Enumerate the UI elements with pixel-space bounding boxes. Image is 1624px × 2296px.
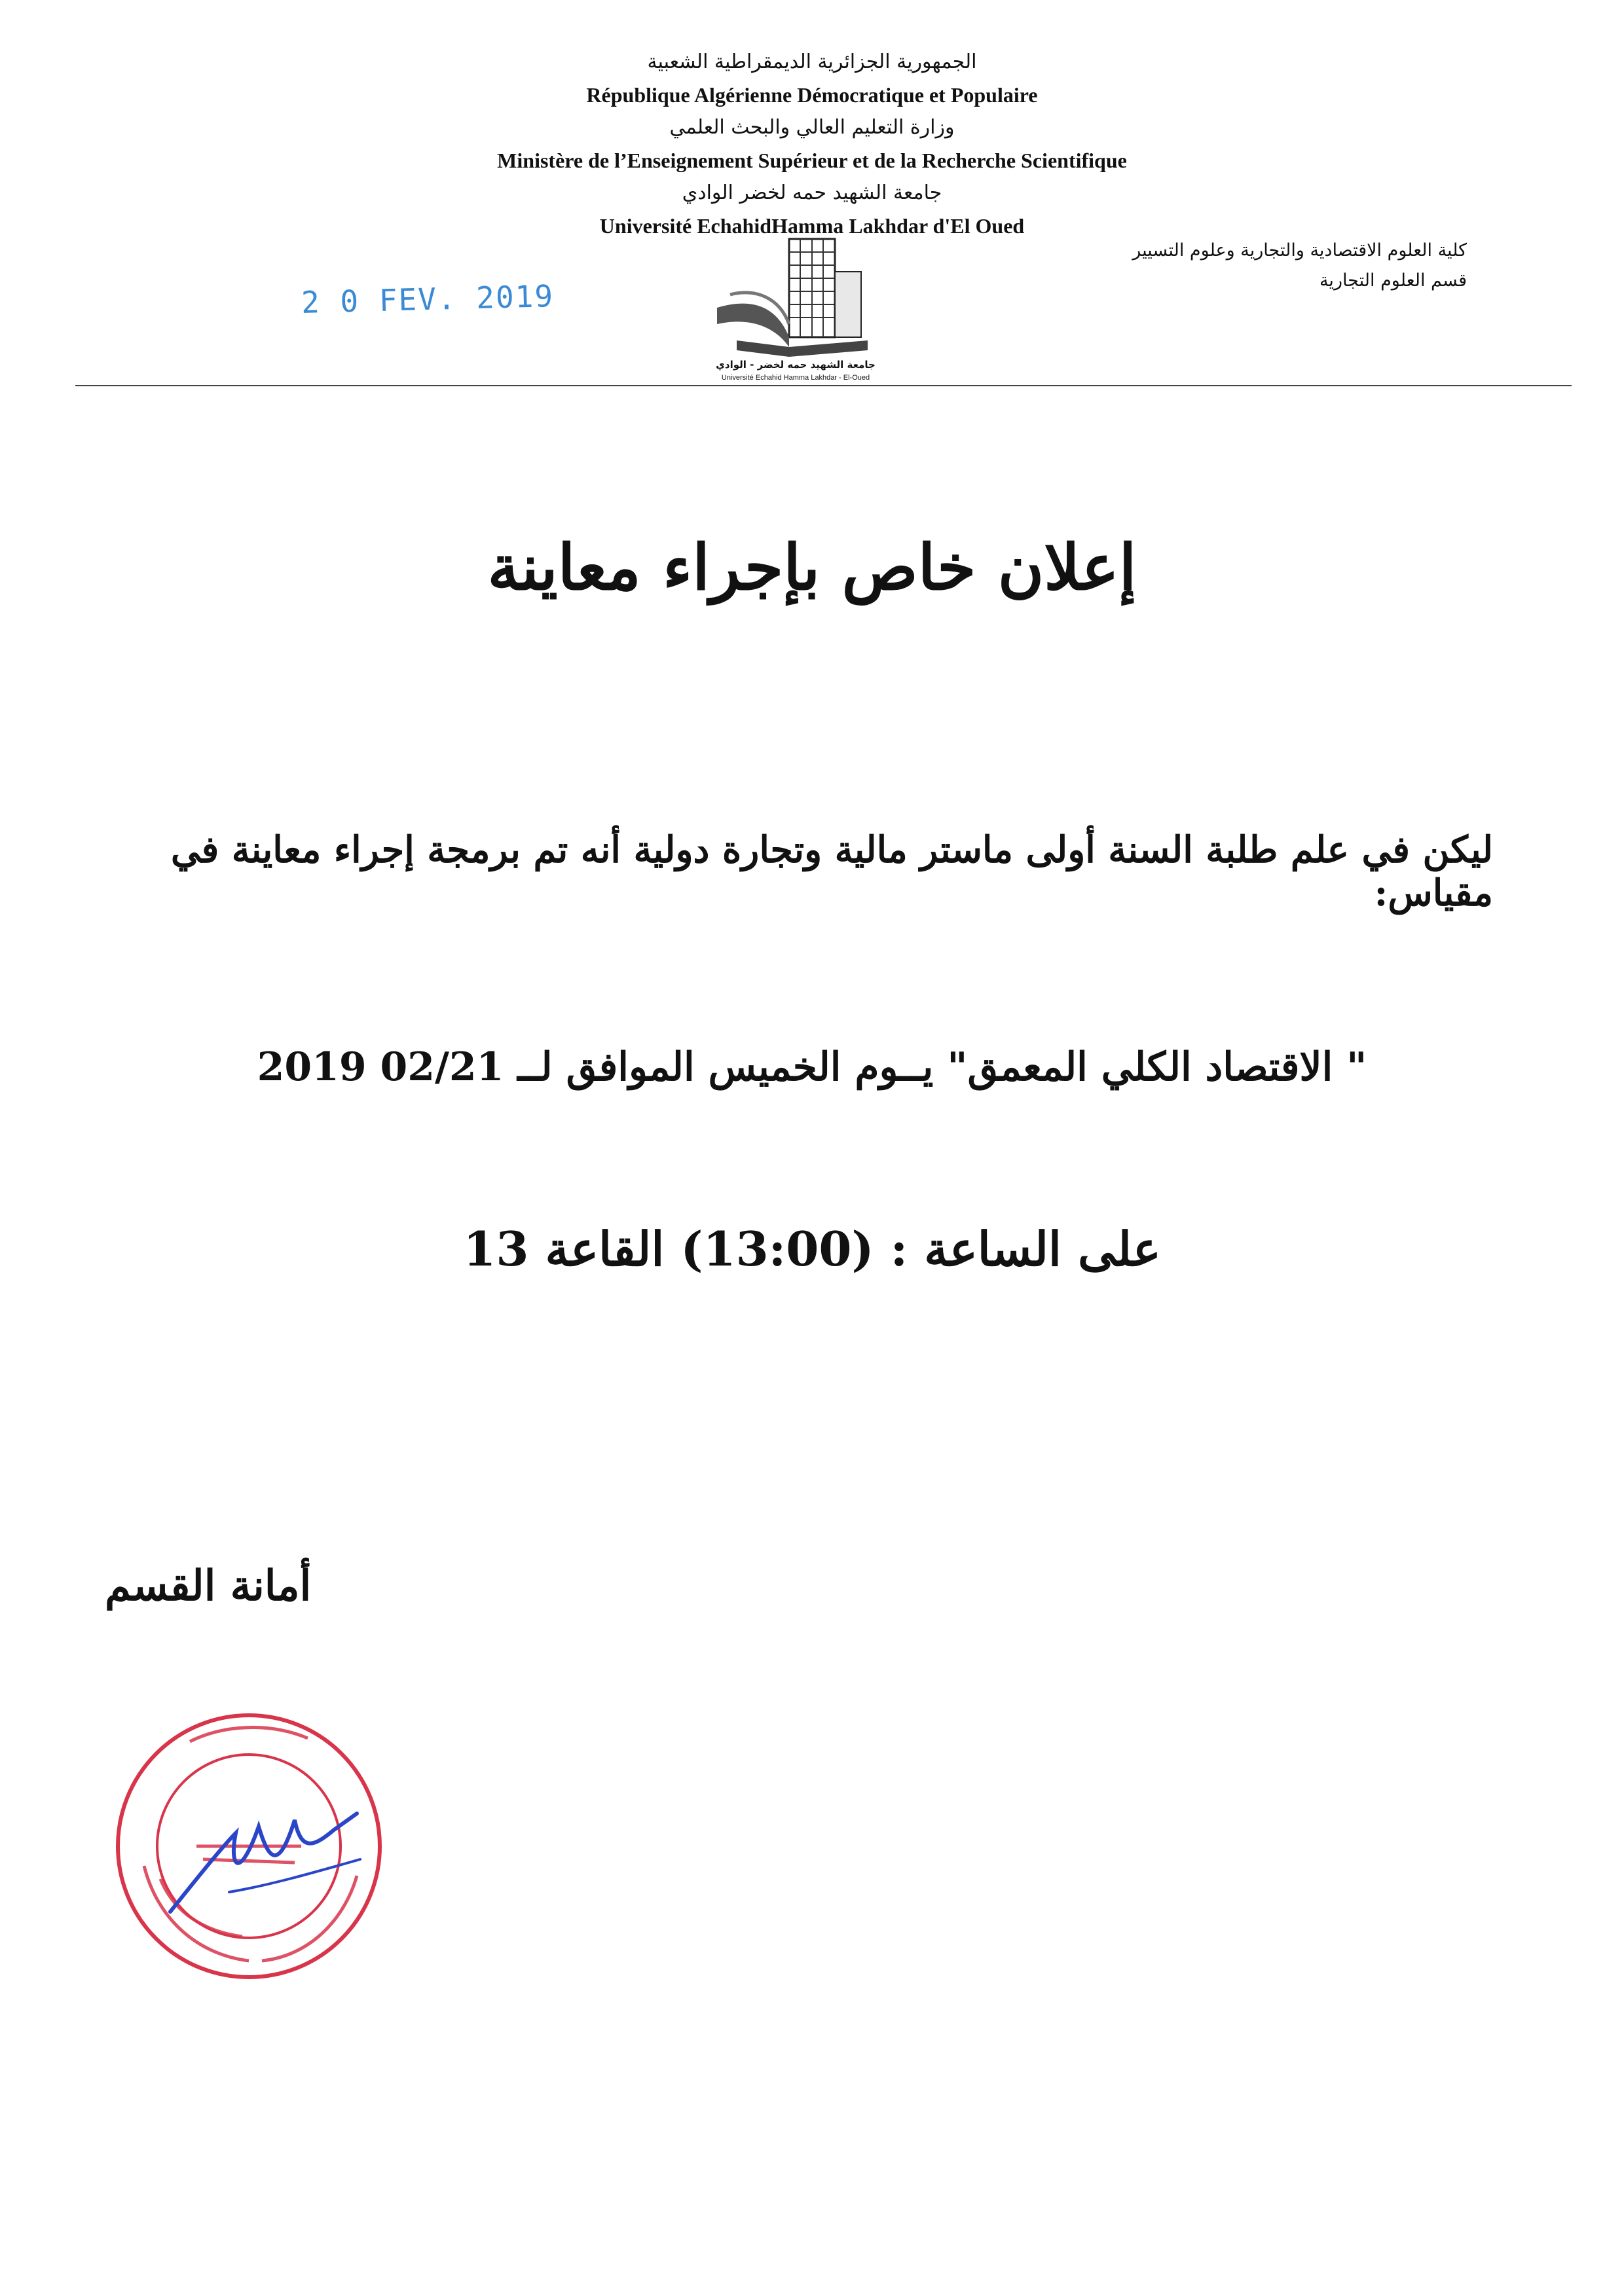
logo-wing: [717, 304, 789, 347]
signatory: أمانة القسم: [105, 1561, 312, 1611]
ministry-ar: وزارة التعليم العالي والبحث العلمي: [669, 116, 955, 139]
department-name: قسم العلوم التجارية: [1319, 270, 1467, 291]
date-stamp: 2 0 FEV. 2019: [301, 278, 555, 321]
faculty-name: كلية العلوم الاقتصادية والتجارية وعلوم التسيير: [1132, 240, 1467, 261]
logo-book: [737, 340, 868, 357]
announcement-title: إعلان خاص بإجراء معاينة: [487, 530, 1137, 604]
republic-ar: الجمهورية الجزائرية الديمقراطية الشعبية: [647, 50, 977, 73]
university-fr: Université EchahidHamma Lakhdar d'El Oued: [599, 214, 1025, 238]
official-seal: [98, 1696, 399, 1997]
header-divider: [75, 385, 1572, 386]
announcement-line-2: " الاقتصاد الكلي المعمق" يــوم الخميس الموافق لــ 02/21 2019: [257, 1044, 1367, 1090]
logo-caption-fr: Université Echahid Hamma Lakhdar - El-Oued: [721, 374, 870, 382]
announcement-line-1: ليكن في علم طلبة السنة أولى ماستر مالية وتجارة دولية أنه تم برمجة إجراء معاينة في مقياس:: [170, 828, 1493, 915]
university-logo: [710, 232, 881, 383]
announcement-line-3: على الساعة : (13:00) القاعة 13: [463, 1221, 1161, 1277]
logo-caption-ar: جامعة الشهيد حمه لخضر - الوادي: [716, 359, 876, 371]
republic-fr: République Algérienne Démocratique et Populaire: [586, 83, 1038, 107]
letterhead: [0, 46, 1624, 242]
ministry-fr: Ministère de l’Enseignement Supérieur et de la Recherche Scientifique: [497, 149, 1127, 172]
university-ar: جامعة الشهيد حمه لخضر الوادي: [682, 181, 942, 204]
faculty-block: [1132, 236, 1467, 296]
